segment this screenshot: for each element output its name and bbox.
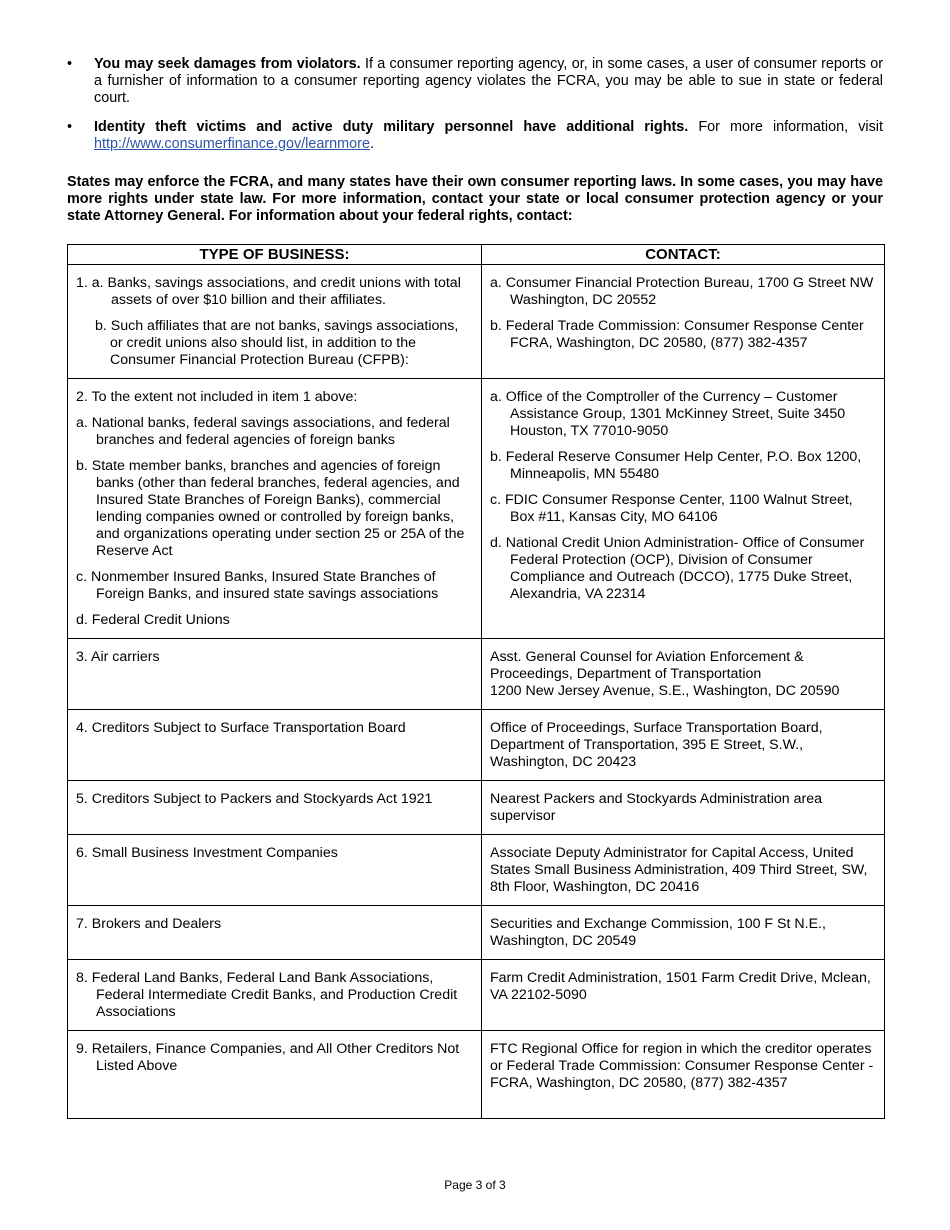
contact-cell [482,1031,885,1119]
bullet-body: If a consumer reporting agency, or, in some cases, a user of consumer reports or a furnisher of information to a consumer reporting agency violates the FCRA, you may be able to sue in state or federal court. [94,56,883,106]
contact-cell [482,906,885,960]
contact-cell [482,960,885,1031]
business-cell [68,265,482,379]
table-row [68,1031,885,1119]
contact-item: FTC Regional Office for region in which the creditor operates or Federal Trade Commission: Consumer Response Center - FCRA, Washington, DC 20580, (877) 382-4357 [490,1041,874,1091]
contact-cell [482,639,885,710]
bullet-dot: • [67,56,73,72]
contact-item: d. National Credit Union Administration- Office of Consumer Federal Protection (OCP), Division of Consumer Compliance and Outreach (DCCO), 1775 Duke Street, Alexandria, VA 22314 [490,535,865,602]
bullet-text [94,119,883,153]
business-cell [68,639,482,710]
contact-cell [482,781,885,835]
bullet-damages [67,56,883,107]
contact-cell [482,265,885,379]
business-item: a. National banks, federal savings associations, and federal branches and federal agencies of foreign banks [76,415,450,448]
business-item: 5. Creditors Subject to Packers and Stockyards Act 1921 [76,791,433,807]
business-item: c. Nonmember Insured Banks, Insured State Branches of Foreign Banks, and insured state savings associations [76,569,439,602]
business-item: 9. Retailers, Finance Companies, and All Other Creditors Not Listed Above [76,1041,460,1074]
table-row [68,906,885,960]
header-contact: CONTACT: [482,245,885,265]
business-cell [68,906,482,960]
business-cell [68,835,482,906]
business-item: 4. Creditors Subject to Surface Transportation Board [76,720,406,736]
table-row [68,710,885,781]
page-number: Page 3 of 3 [444,1178,506,1192]
business-item: d. Federal Credit Unions [76,612,230,628]
business-item: 6. Small Business Investment Companies [76,845,338,861]
bullet-text [94,56,883,107]
bullet-body: For more information, visit [688,119,883,135]
contact-item: a. Office of the Comptroller of the Currency – Customer Assistance Group, 1301 McKinney Street, Suite 3450 Houston, TX 77010-9050 [490,389,846,439]
contact-item: 1200 New Jersey Avenue, S.E., Washington, DC 20590 [490,683,840,699]
business-cell [68,710,482,781]
table-row [68,781,885,835]
learnmore-link[interactable]: http://www.consumerfinance.gov/learnmore [94,136,370,152]
contact-cell [482,835,885,906]
bullet-identity-theft [67,119,883,153]
table-row [68,265,885,379]
contact-cell [482,710,885,781]
business-item: 8. Federal Land Banks, Federal Land Bank Associations, Federal Intermediate Credit Banks, and Production Credit Associations [76,970,458,1020]
contact-item: Securities and Exchange Commission, 100 F St N.E., Washington, DC 20549 [490,916,826,949]
contact-item: Asst. General Counsel for Aviation Enforcement & Proceedings, Department of Transportation [490,649,804,682]
table-row [68,835,885,906]
contact-cell [482,379,885,639]
contact-item: Associate Deputy Administrator for Capital Access, United States Small Business Administration, 409 Third Street, SW, 8th Floor, Washington, DC 20416 [490,845,868,895]
contact-item: Farm Credit Administration, 1501 Farm Credit Drive, Mclean, VA 22102-5090 [490,970,871,1003]
header-type-of-business: TYPE OF BUSINESS: [68,245,482,265]
bullet-dot: • [67,119,73,135]
bullet-heading: Identity theft victims and active duty military personnel have additional rights. [94,119,689,135]
table-header-row [68,245,885,265]
business-cell [68,960,482,1031]
contact-item: b. Federal Trade Commission: Consumer Response Center FCRA, Washington, DC 20580, (877) 382-4357 [490,318,864,351]
bullet-heading: You may seek damages from violators. [94,56,361,72]
business-cell [68,781,482,835]
table-row [68,639,885,710]
bullet-period: . [369,136,374,152]
business-item: 3. Air carriers [76,649,160,665]
business-cell [68,1031,482,1119]
contact-item: a. Consumer Financial Protection Bureau, 1700 G Street NW Washington, DC 20552 [490,275,874,308]
business-item: 7. Brokers and Dealers [76,916,222,932]
business-item: b. State member banks, branches and agencies of foreign banks (other than federal branches, federal agencies, and Insured State Branches of Foreign Banks), commercial lending companies owned or controlled by foreign banks, and organizations operating under section 25 or 25A of the Reserve Act [76,458,465,559]
business-item: 1. a. Banks, savings associations, and credit unions with total assets of over $10 billion and their affiliates. [76,275,461,308]
business-item: b. Such affiliates that are not banks, savings associations, or credit unions also should list, in addition to the Consumer Financial Protection Bureau (CFPB): [95,318,459,368]
table-row [68,379,885,639]
contact-item: Nearest Packers and Stockyards Administration area supervisor [490,791,822,824]
contact-item: c. FDIC Consumer Response Center, 1100 Walnut Street, Box #11, Kansas City, MO 64106 [490,492,853,525]
table-row [68,960,885,1031]
contact-table [67,244,885,1119]
business-cell [68,379,482,639]
contact-item: Office of Proceedings, Surface Transportation Board, Department of Transportation, 395 E Street, S.W., Washington, DC 20423 [490,720,823,770]
contact-item: b. Federal Reserve Consumer Help Center, P.O. Box 1200, Minneapolis, MN 55480 [490,449,862,482]
business-item: 2. To the extent not included in item 1 above: [76,389,358,405]
states-paragraph: States may enforce the FCRA, and many states have their own consumer reporting laws. In some cases, you may have more rights under state law. For more information, contact your state or local consumer protection agency or your state Attorney General. For information about your federal rights, contact: [67,174,883,224]
